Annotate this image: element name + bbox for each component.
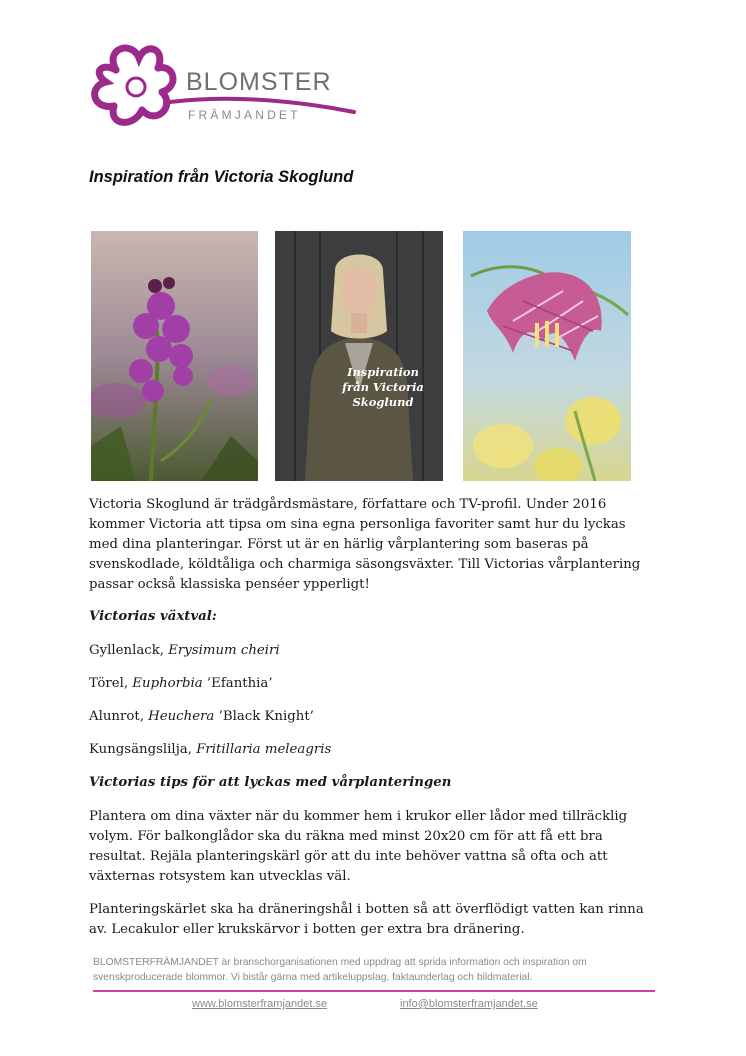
footer-divider xyxy=(93,990,655,992)
page-title: Inspiration från Victoria Skoglund xyxy=(89,168,354,186)
erysimum-flower-photo xyxy=(91,231,258,481)
footer-description: BLOMSTERFRÄMJANDET är branschorganisationen med uppdrag att sprida information och inspiration om svenskproducerade blommor. Vi bistår gärna med artikeluppslag, faktaunderlag och bildmaterial. xyxy=(93,957,587,983)
overlay-line-1: Inspiration xyxy=(347,365,419,379)
plant-common-name: Törel, xyxy=(89,676,133,691)
plant-item xyxy=(89,707,654,727)
tip-paragraph: Planteringskärlet ska ha dräneringshål i botten så att överflödigt vatten kan rinna av. Lecakulor eller krukskärvor i botten ger extra bra dränering. xyxy=(89,902,644,937)
brand-subname: FRÄMJANDET xyxy=(188,108,301,122)
plant-latin-name: Euphorbia xyxy=(132,676,203,691)
website-link[interactable]: www.blomsterframjandet.se xyxy=(192,998,328,1010)
plant-common-name: Kungsängslilja, xyxy=(89,742,197,757)
brand-name: BLOMSTER xyxy=(186,68,332,96)
plant-item xyxy=(89,641,654,661)
plant-latin-name: Fritillaria meleagris xyxy=(196,742,332,757)
plant-cultivar: ’Black Knight’ xyxy=(214,709,314,724)
plant-latin-name: Erysimum cheiri xyxy=(168,643,280,658)
photo-overlay-text xyxy=(333,365,433,410)
plant-cultivar: ’Efanthia’ xyxy=(202,676,273,691)
fritillaria-flower-photo xyxy=(463,231,631,481)
plants-heading: Victorias växtval: xyxy=(89,609,217,624)
victoria-portrait-photo xyxy=(275,231,443,481)
plant-item xyxy=(89,740,654,760)
plant-item xyxy=(89,674,654,694)
overlay-line-3: Skoglund xyxy=(352,395,414,409)
plant-common-name: Alunrot, xyxy=(89,709,149,724)
overlay-line-2: från Victoria xyxy=(342,380,424,394)
email-link[interactable]: info@blomsterframjandet.se xyxy=(400,998,538,1010)
article-body xyxy=(89,495,654,953)
intro-paragraph: Victoria Skoglund är trädgårdsmästare, författare och TV-profil. Under 2016 kommer Victoria att tipsa om sina egna personliga favoriter samt hur du lyckas med dina planteringar. Först ut är en härlig vårplantering som baseras på svenskodlade, köldtåliga och charmiga säsongsväxter. Till Victorias vårplantering passar också klassiska penséer ypperligt! xyxy=(89,497,641,592)
plant-latin-name: Heuchera xyxy=(148,709,215,724)
plant-common-name: Gyllenlack, xyxy=(89,643,169,658)
tip-paragraph: Plantera om dina växter när du kommer hem i krukor eller lådor med tillräcklig volym. För balkonglådor ska du räkna med minst 20x20 cm för att få ett bra resultat. Rejäla planteringskärl gör att du inte behöver vattna så ofta och att växternas rotsystem kan utvecklas väl. xyxy=(89,809,628,884)
tips-heading: Victorias tips för att lyckas med vårplanteringen xyxy=(89,775,452,790)
